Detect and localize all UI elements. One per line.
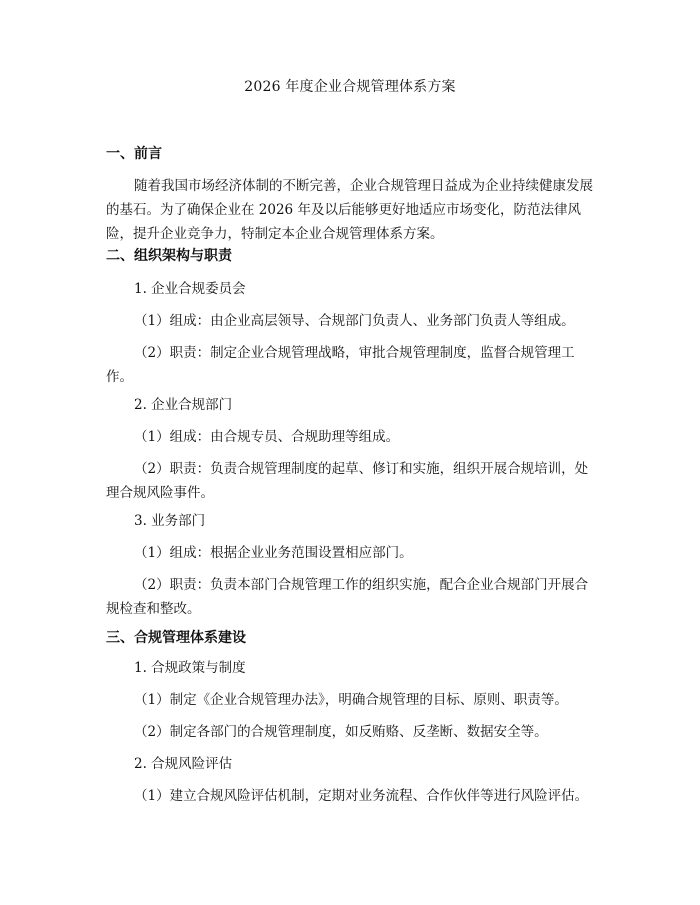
business-dept-composition: （1）组成：根据企业业务范围设置相应部门。 — [134, 545, 413, 561]
committee-duties: （2）职责：制定企业合规管理战略，审批合规管理制度，监督合规管理工作。 — [106, 345, 575, 385]
compliance-dept-duties: （2）职责：负责合规管理制度的起草、修订和实施，组织开展合规培训，处理合规风险事件。 — [106, 461, 589, 501]
risk-assessment-item-1: （1）建立合规风险评估机制，定期对业务流程、合作伙伴等进行风险评估。 — [134, 788, 589, 804]
subsection-title-committee: 1. 企业合规委员会 — [134, 281, 246, 297]
subsection-title-compliance-dept: 2. 企业合规部门 — [134, 397, 233, 413]
policy-item-1: （1）制定《企业合规管理办法》，明确合规管理的目标、原则、职责等。 — [134, 692, 568, 708]
committee-composition: （1）组成：由企业高层领导、合规部门负责人、业务部门负责人等组成。 — [134, 313, 575, 329]
subsection-title-business-dept: 3. 业务部门 — [134, 513, 206, 529]
section-heading-organization: 二、组织架构与职责 — [106, 248, 232, 264]
document-title: 2026 年度企业合规管理体系方案 — [244, 79, 456, 95]
section-heading-system-building: 三、合规管理体系建设 — [106, 630, 246, 646]
section-heading-preface: 一、前言 — [106, 146, 162, 162]
subsection-title-risk-assessment: 2. 合规风险评估 — [134, 756, 233, 772]
business-dept-duties: （2）职责：负责本部门合规管理工作的组织实施，配合企业合规部门开展合规检查和整改。 — [106, 577, 589, 617]
compliance-dept-composition: （1）组成：由合规专员、合规助理等组成。 — [134, 429, 400, 445]
subsection-title-policy: 1. 合规政策与制度 — [134, 660, 246, 676]
preface-paragraph: 随着我国市场经济体制的不断完善，企业合规管理日益成为企业持续健康发展的基石。为了确保企业在 2026 年及以后能够更好地适应市场变化，防范法律风险，提升企业竞争力，特制定本企业合规管理体系方案。 — [106, 178, 593, 242]
policy-item-2: （2）制定各部门的合规管理制度，如反贿赂、反垄断、数据安全等。 — [134, 724, 548, 740]
